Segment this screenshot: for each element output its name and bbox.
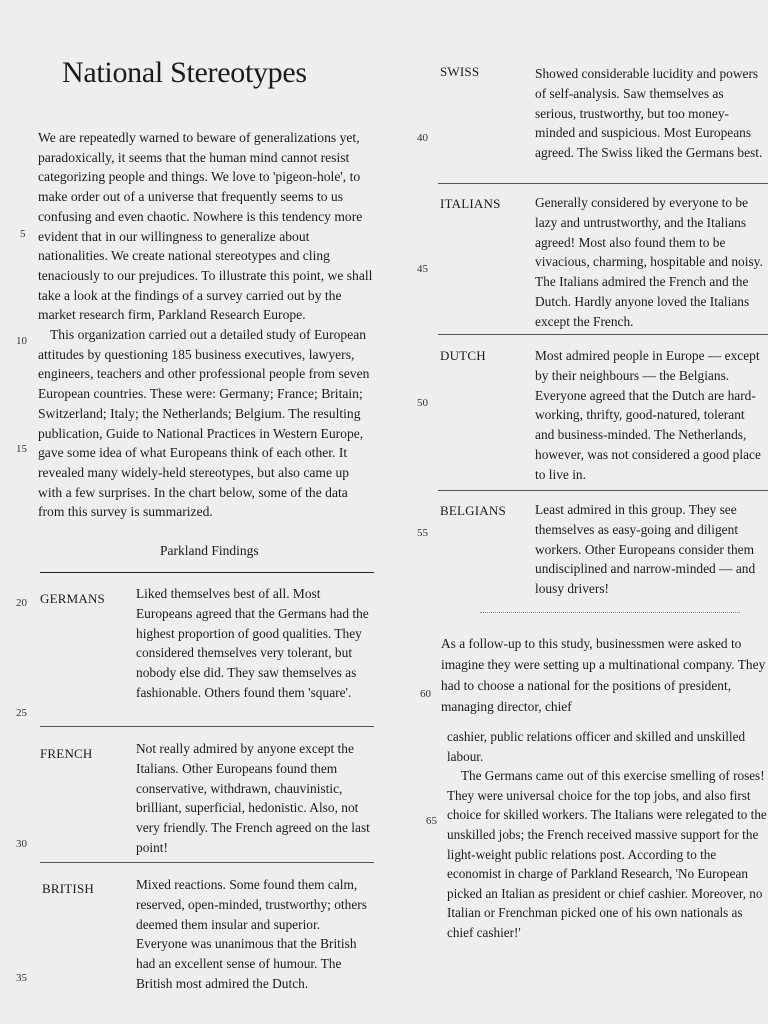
table-rule	[40, 862, 374, 863]
line-number: 40	[417, 132, 428, 144]
line-number: 20	[16, 597, 27, 609]
line-number: 60	[420, 688, 431, 700]
page-title: National Stereotypes	[62, 56, 307, 89]
table-rule	[40, 726, 374, 727]
line-number: 25	[16, 707, 27, 719]
intro-text	[38, 128, 376, 522]
line-number: 15	[16, 443, 27, 455]
intro-paragraph-1: We are repeatedly warned to beware of generalizations yet, paradoxically, it seems that the human mind cannot resist categorizing people and things. We love to 'pigeon-hole', to make order out of a universe that frequently seems to us confusing and even chaotic. Nowhere is this tendency more evident that in our willingness to generalize about nationalities. We create national stereotypes and cling tenaciously to our prejudices. To illustrate this point, we shall take a look at the findings of a survey carried out by the market research firm, Parkland Research Europe.	[38, 130, 373, 323]
table-rule	[40, 572, 374, 573]
nation-swiss: SWISS	[440, 64, 480, 79]
line-number: 30	[16, 838, 27, 850]
table-rule	[438, 334, 768, 335]
nation-french: FRENCH	[40, 746, 93, 761]
table-rule	[438, 183, 768, 184]
findings-heading: Parkland Findings	[160, 543, 259, 558]
nation-belgians: BELGIANS	[440, 503, 506, 518]
intro-paragraph-2: This organization carried out a detailed study of European attitudes by questioning 185 business executives, lawyers, engineers, teachers and other professional people from seven European countries. These were: Germany; France; Britain; Switzerland; Italy; the Netherlands; Belgium. The resulting publication, Guide to National Practices in Western Europe, gave some idea of what Europeans think of each other. It revealed many widely-held stereotypes, but also came up with a few surprises. In the chart below, some of the data from this survey is summarized.	[38, 327, 370, 520]
line-number: 45	[417, 263, 428, 275]
line-number: 50	[417, 397, 428, 409]
nation-italians: ITALIANS	[440, 196, 501, 211]
finding-swiss: Showed considerable lucidity and powers of self-analysis. Saw themselves as serious, trustworthy, but too money-minded and suspicious. Most Europeans agreed. The Swiss liked the Germans best.	[535, 66, 763, 161]
continuation-text	[447, 727, 768, 943]
finding-french: Not really admired by anyone except the Italians. Other Europeans found them conservative, withdrawn, chauvinistic, brilliant, superficial, hedonistic. Also, not very friendly. The French agreed on the last point!	[136, 741, 370, 855]
nation-dutch: DUTCH	[440, 348, 486, 363]
finding-british: Mixed reactions. Some found them calm, reserved, open-minded, trustworthy; others deemed them insular and superior. Everyone was unanimous that the British had an excellent sense of humour. The British most admired the Dutch.	[136, 877, 367, 991]
finding-germans: Liked themselves best of all. Most Europeans agreed that the Germans had the highest proportion of good qualities. They considered themselves very tolerant, but nobody else did. They saw themselves as fashionable. Others found them 'square'.	[136, 586, 369, 700]
followup-paragraph: As a follow-up to this study, businessmen were asked to imagine they were setting up a multinational company. They had to choose a national for the positions of president, managing director, chief	[441, 636, 766, 714]
line-number: 35	[16, 972, 27, 984]
line-number: 55	[417, 527, 428, 539]
table-rule	[438, 490, 768, 491]
line-number: 5	[20, 228, 26, 240]
nation-germans: GERMANS	[40, 591, 105, 606]
continuation-paragraph-2: The Germans came out of this exercise smelling of roses! They were universal choice for the top jobs, and also first choice for skilled workers. The Italians were relegated to the unskilled jobs; the French received massive support for the light-weight public relations post. According to the economist in charge of Parkland Research, 'No European picked an Italian as president or chief cashier. Moreover, no Italian or Frenchman picked one of his own nationals as chief cashier!'	[447, 768, 767, 940]
continuation-paragraph-1: cashier, public relations officer and skilled and unskilled labour.	[447, 729, 746, 764]
finding-belgians: Least admired in this group. They see themselves as easy-going and diligent workers. Other Europeans consider them undisciplined and narrow-minded — and lousy drivers!	[535, 502, 756, 597]
table-end-rule	[480, 612, 740, 613]
line-number: 65	[426, 815, 437, 827]
finding-italians: Generally considered by everyone to be lazy and untrustworthy, and the Italians agreed! Most also found them to be vivacious, charming, hospitable and noisy. The Italians admired the French and the Dutch. Hardly anyone loved the Italians except the French.	[535, 195, 763, 329]
line-number: 10	[16, 335, 27, 347]
nation-british: BRITISH	[42, 881, 94, 896]
finding-dutch: Most admired people in Europe — except by their neighbours — the Belgians. Everyone agreed that the Dutch are hard-working, thrifty, good-natured, tolerant and business-minded. The Netherlands, however, was not considered a good place to live in.	[535, 348, 761, 482]
